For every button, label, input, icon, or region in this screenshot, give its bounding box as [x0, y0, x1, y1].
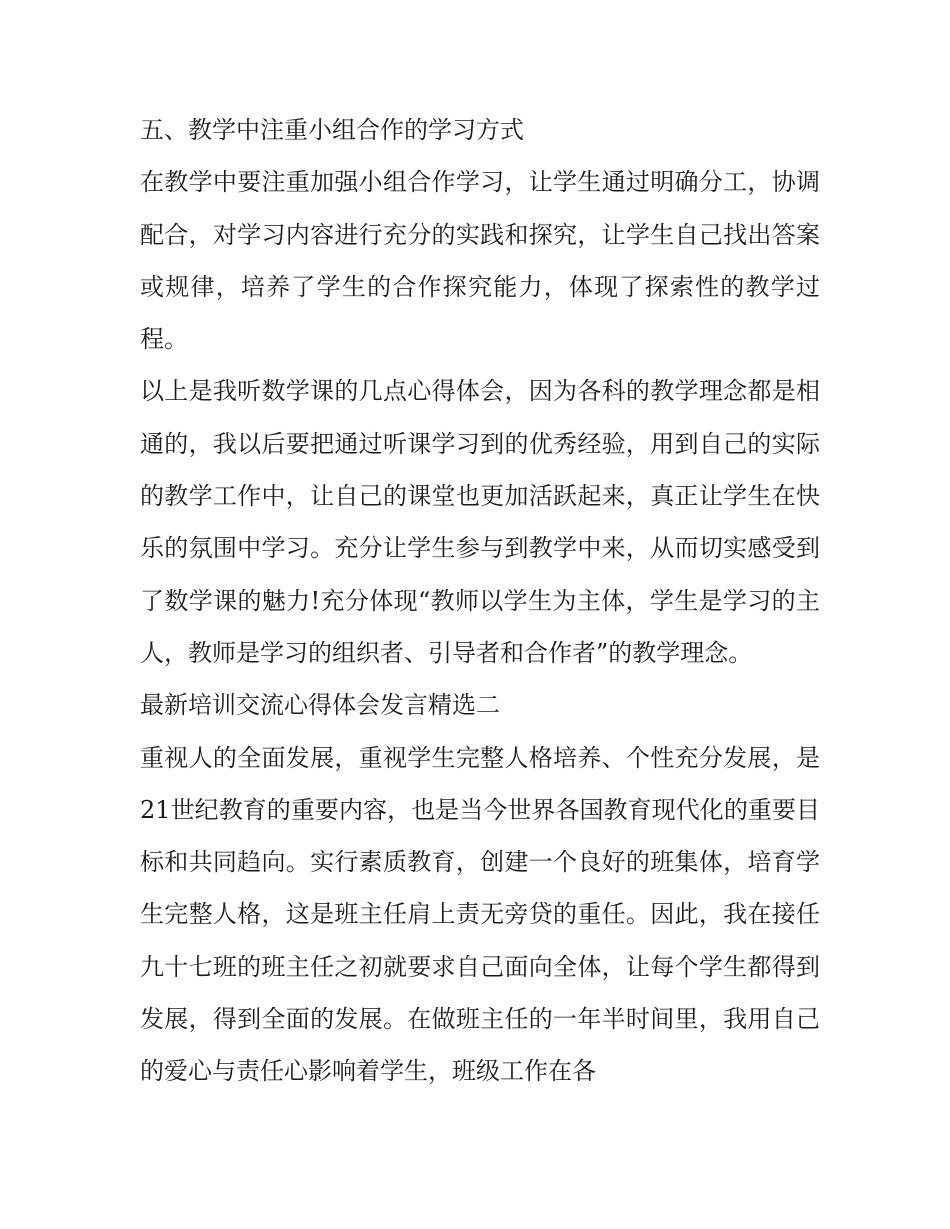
body-paragraph: 在教学中要注重加强小组合作学习，让学生通过明确分工，协调配合，对学习内容进行充分的实践和探究，让学生自己找出答案或规律，培养了学生的合作探究能力，体现了探索性的教学过程。 [140, 168, 820, 354]
body-paragraph: 以上是我听数学课的几点心得体会，因为各科的教学理念都是相通的，我以后要把通过听课学习到的优秀经验，用到自己的实际的教学工作中，让自己的课堂也更加活跃起来，真正让学生在快乐的氛围中学习。充分让学生参与到教学中来，从而切实感受到了数学课的魅力!充分体现“教师以学生为主体，学生是学习的主人，教师是学习的组织者、引导者和合作者”的教学理念。 [140, 377, 820, 667]
section-heading: 最新培训交流心得体会发言精选二 [140, 691, 500, 720]
document-page [140, 104, 820, 1098]
section-heading: 五、教学中注重小组合作的学习方式 [140, 116, 524, 144]
body-paragraph: 重视人的全面发展，重视学生完整人格培养、个性充分发展，是21世纪教育的重要内容，也是当今世界各国教育现代化的重要目标和共同趋向。实行素质教育，创建一个良好的班集体，培育学生完整人格，这是班主任肩上责无旁贷的重任。因此，我在接任九十七班的班主任之初就要求自己面向全体，让每个学生都得到发展，得到全面的发展。在做班主任的一年半时间里，我用自己的爱心与责任心影响着学生，班级工作在各 [140, 743, 820, 1086]
